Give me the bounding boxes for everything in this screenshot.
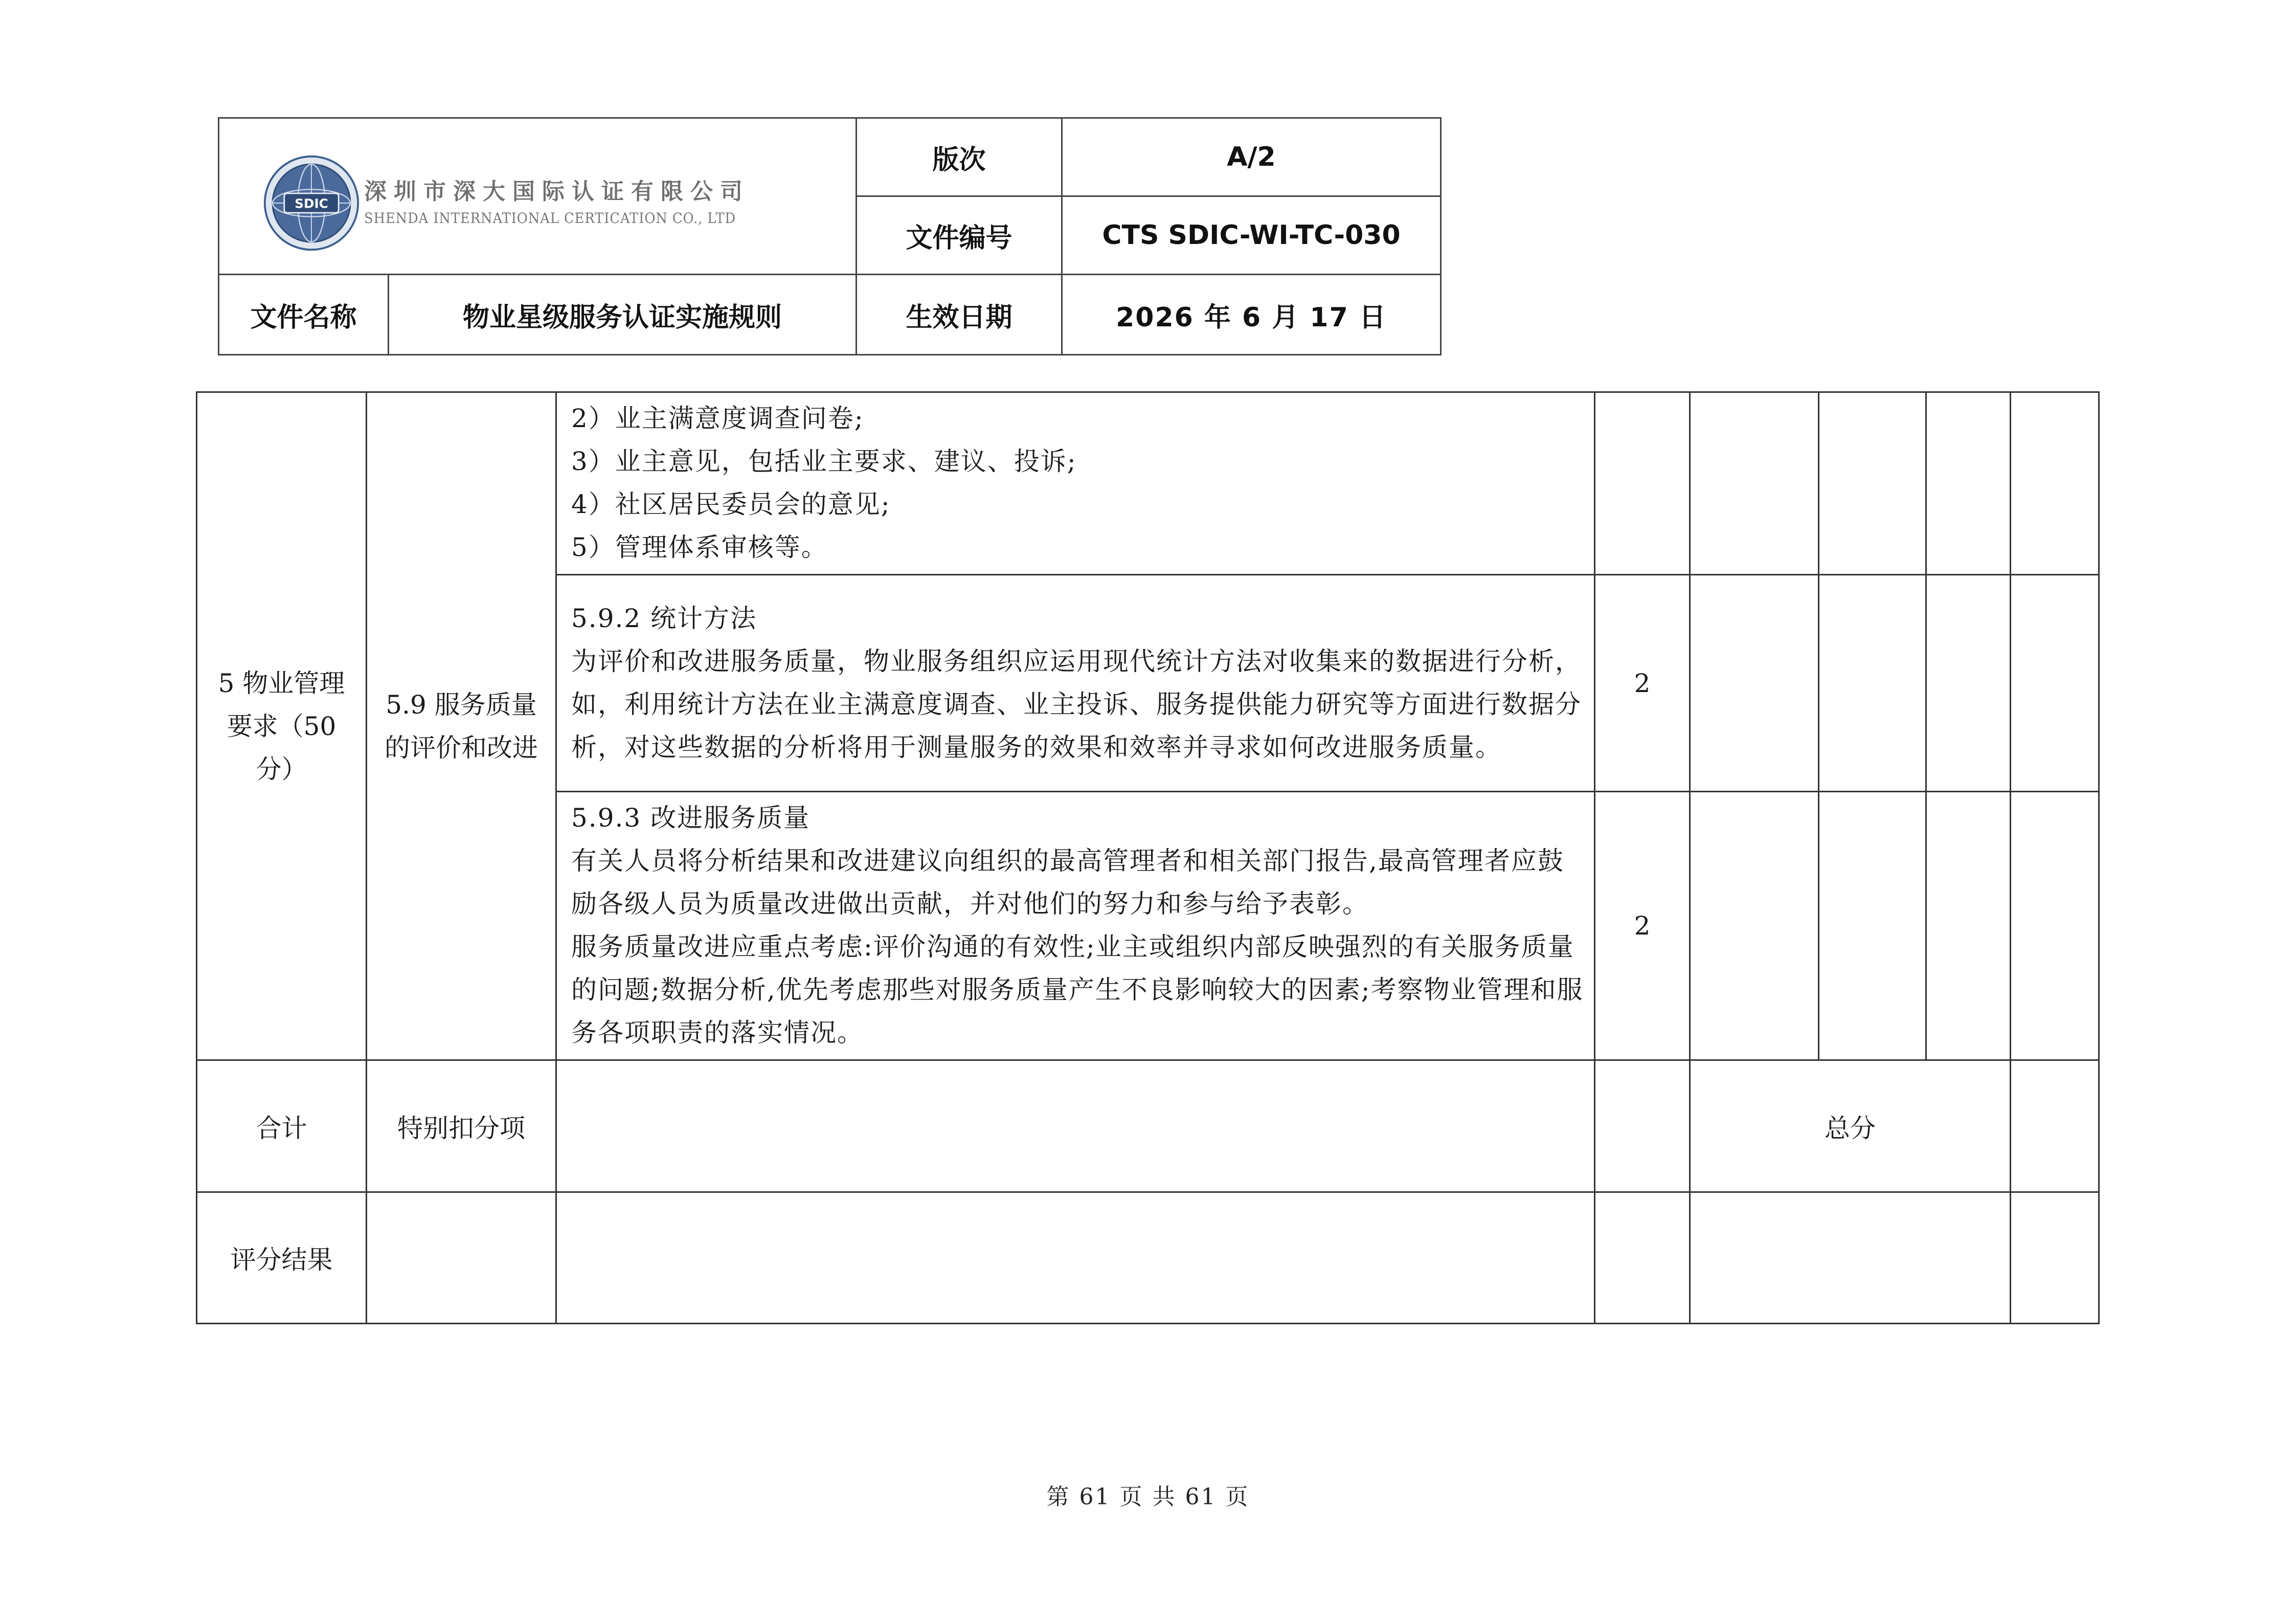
blank-cell	[556, 1060, 1595, 1192]
logo-mark-text: SDIC	[295, 196, 328, 211]
company-name-en: SHENDA INTERNATIONAL CERTICATION CO., LTD	[364, 209, 736, 227]
result-label: 评分结果	[197, 1192, 367, 1324]
company-seal-icon	[263, 154, 360, 252]
blank-cell	[1690, 575, 1819, 792]
list-item: 4）社区居民委员会的意见;	[571, 490, 891, 519]
company-name-cn: 深圳市深大国际认证有限公司	[364, 178, 750, 205]
blank-cell	[2011, 575, 2099, 792]
doc-name-label: 文件名称	[219, 275, 389, 355]
total-label: 合计	[197, 1060, 367, 1192]
section-text: 服务质量改进应重点考虑:评价沟通的有效性;业主或组织内部反映强烈的有关服务质量的问题;数据分析,优先考虑那些对服务质量产生不良影响较大的因素;考察物业管理和服务各项职责的落实情况。	[571, 932, 1584, 1048]
blank-cell	[1595, 1192, 1690, 1324]
blank-cell	[1819, 392, 1926, 575]
effective-date-value: 2026 年 6 月 17 日	[1062, 275, 1441, 355]
blank-cell	[2011, 792, 2099, 1060]
blank-cell	[1926, 392, 2011, 575]
blank-cell	[2011, 1192, 2099, 1324]
blank-cell	[2011, 1060, 2099, 1192]
version-value: A/2	[1062, 118, 1441, 196]
blank-cell	[1926, 792, 2011, 1060]
blank-cell	[367, 1192, 556, 1324]
blank-cell	[1595, 1060, 1690, 1192]
doc-number-label: 文件编号	[857, 196, 1062, 275]
content-cell-improvement	[556, 792, 1595, 1060]
category-cell: 5 物业管理要求（50 分）	[197, 392, 367, 1060]
section-text: 为评价和改进服务质量，物业服务组织应运用现代统计方法对收集来的数据进行分析，如，利用统计方法在业主满意度调查、业主投诉、服务提供能力研究等方面进行数据分析，对这些数据的分析将用于测量服务的效果和效率并寻求如何改进服务质量。	[571, 646, 1582, 762]
blank-cell	[1690, 392, 1819, 575]
section-title: 5.9.2 统计方法	[571, 603, 757, 633]
scoring-table	[196, 391, 2100, 1324]
table-row	[197, 392, 2099, 575]
section-title: 5.9.3 改进服务质量	[571, 803, 811, 833]
blank-cell	[1819, 575, 1926, 792]
section-text: 有关人员将分析结果和改进建议向组织的最高管理者和相关部门报告,最高管理者应鼓励各级人员为质量改进做出贡献，并对他们的努力和参与给予表彰。	[571, 846, 1564, 919]
blank-cell	[1819, 792, 1926, 1060]
blank-cell	[1690, 1192, 2011, 1324]
blank-cell	[1690, 792, 1819, 1060]
blank-cell	[1926, 575, 2011, 792]
page-number: 第 61 页 共 61 页	[1046, 1484, 1250, 1510]
list-item: 2）业主满意度调查问卷;	[571, 404, 864, 433]
score-cell: 2	[1595, 575, 1690, 792]
content-cell-data-sources	[556, 392, 1595, 575]
list-item: 5）管理体系审核等。	[571, 532, 828, 562]
score-cell	[1595, 392, 1690, 575]
effective-date-label: 生效日期	[857, 275, 1062, 355]
company-logo-cell	[219, 118, 857, 275]
list-item: 3）业主意见，包括业主要求、建议、投诉;	[571, 447, 1077, 476]
content-cell-statistics	[556, 575, 1595, 792]
table-row	[197, 1060, 2099, 1192]
grand-total-label: 总分	[1690, 1060, 2011, 1192]
table-row	[197, 1192, 2099, 1324]
special-deduction-label: 特别扣分项	[367, 1060, 556, 1192]
doc-number-value: CTS SDIC-WI-TC-030	[1062, 196, 1441, 275]
subcategory-cell: 5.9 服务质量的评价和改进	[367, 392, 556, 1060]
blank-cell	[556, 1192, 1595, 1324]
document-header	[218, 117, 1442, 355]
company-logo	[263, 154, 768, 252]
version-label: 版次	[857, 118, 1062, 196]
score-cell: 2	[1595, 792, 1690, 1060]
doc-name-value: 物业星级服务认证实施规则	[389, 275, 857, 355]
blank-cell	[2011, 392, 2099, 575]
